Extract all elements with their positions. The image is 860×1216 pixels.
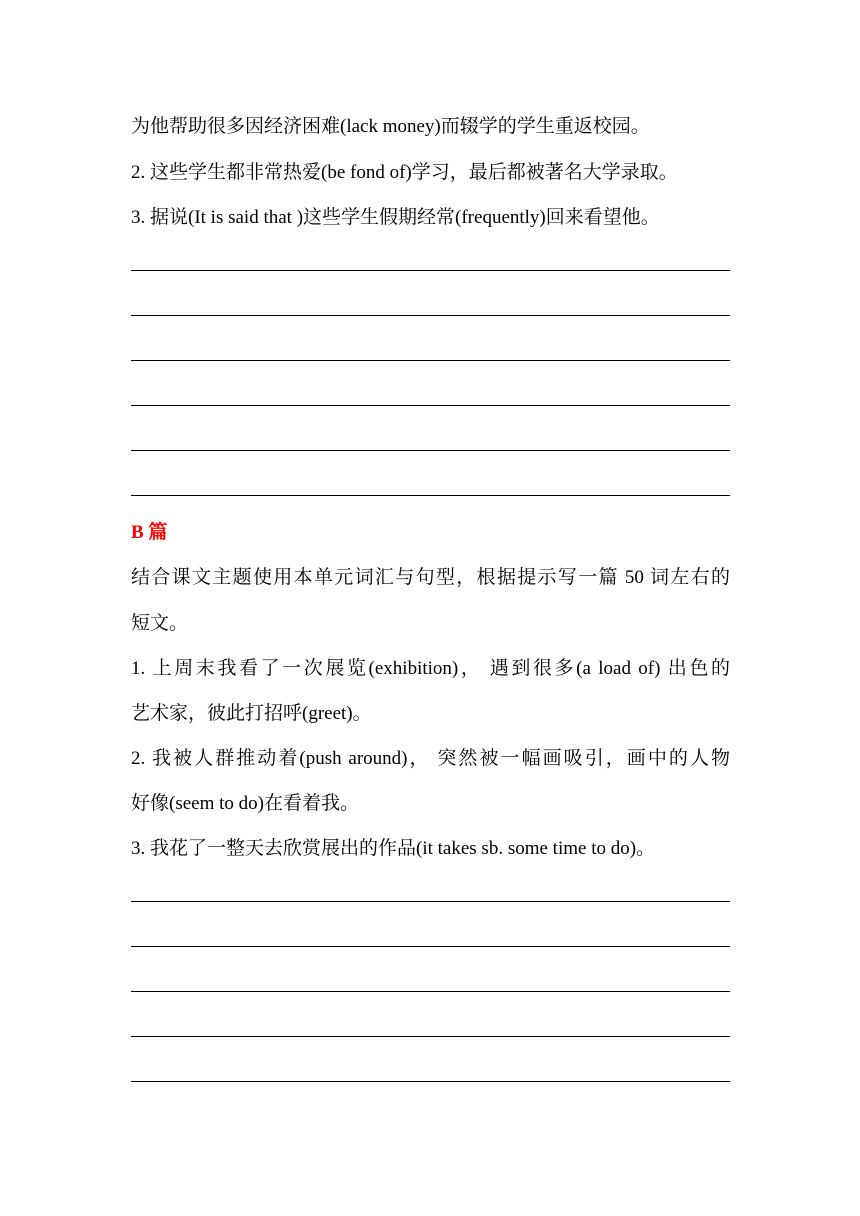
section-b-point-2-line-2: 好像(seem to do)在看着我。 [131,793,359,814]
section-b-instruction-line-2: 短文。 [131,613,189,634]
section-b-heading: B 篇 [131,522,168,543]
section-b-point-1-line-1: 1. 上周末我看了一次展览(exhibition)， 遇到很多(a load of) 出色的 [131,658,730,679]
section-a-point-3: 3. 据说(It is said that )这些学生假期经常(frequently)回来看望他。 [131,207,660,228]
section-b-instruction-line-1: 结合课文主题使用本单元词汇与句型，根据提示写一篇 50 词左右的 [131,567,730,588]
answer-line[interactable] [131,901,730,902]
answer-line[interactable] [131,946,730,947]
section-a-line-1: 为他帮助很多因经济困难(lack money)而辍学的学生重返校园。 [131,116,650,137]
answer-line[interactable] [131,360,730,361]
answer-line[interactable] [131,270,730,271]
answer-line[interactable] [131,405,730,406]
section-b-point-3: 3. 我花了一整天去欣赏展出的作品(it takes sb. some time to do)。 [131,838,656,859]
section-a-point-2: 2. 这些学生都非常热爱(be fond of)学习，最后都被著名大学录取。 [131,162,678,183]
answer-line[interactable] [131,1036,730,1037]
section-b-point-2-line-1: 2. 我被人群推动着(push around)， 突然被一幅画吸引，画中的人物 [131,748,730,769]
answer-line[interactable] [131,1081,730,1082]
answer-line[interactable] [131,450,730,451]
answer-line[interactable] [131,315,730,316]
section-b-point-1-line-2: 艺术家，彼此打招呼(greet)。 [131,703,372,724]
answer-line[interactable] [131,495,730,496]
answer-line[interactable] [131,991,730,992]
